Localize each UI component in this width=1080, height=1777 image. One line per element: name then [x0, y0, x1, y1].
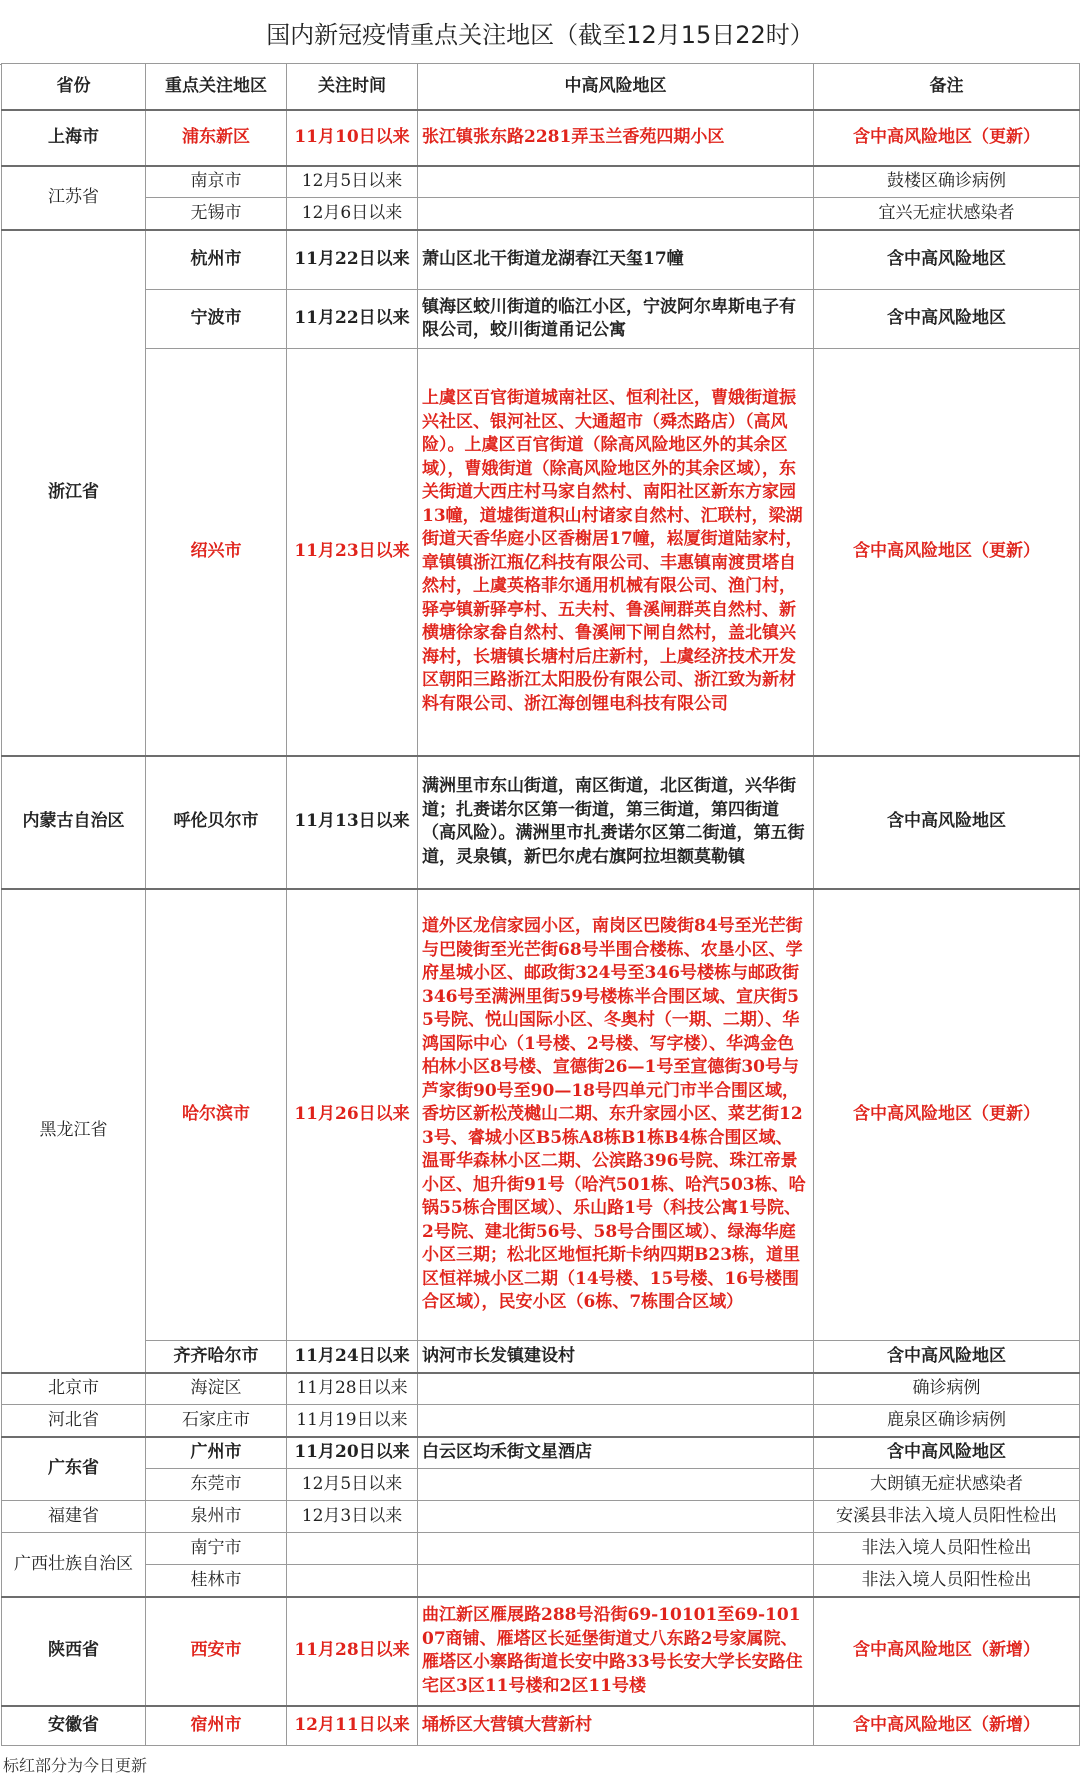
area-cell: 镇海区蛟川街道的临江小区，宁波阿尔卑斯电子有限公司，蛟川街道甬记公寓 [418, 290, 814, 349]
note-cell: 鹿泉区确诊病例 [814, 1405, 1080, 1437]
note-cell: 含中高风险地区（更新） [814, 889, 1080, 1341]
province-cell: 广西壮族自治区 [2, 1533, 146, 1597]
time-cell: 11月19日以来 [287, 1405, 418, 1437]
time-cell: 12月5日以来 [287, 1469, 418, 1501]
province-cell: 江苏省 [2, 166, 146, 230]
time-cell: 11月22日以来 [287, 290, 418, 349]
note-cell: 含中高风险地区 [814, 1437, 1080, 1469]
table-row [2, 1405, 1080, 1437]
area-cell [418, 1501, 814, 1533]
table-row [2, 1437, 1080, 1469]
area-cell: 曲江新区雁展路288号沿街69-10101至69-10107商铺、雁塔区长延堡街道丈八东路2号家属院、雁塔区小寨路街道长安中路33号长安大学长安路住宅区3区11号楼和2区11号楼 [418, 1597, 814, 1706]
header-time: 关注时间 [287, 64, 418, 110]
province-cell: 广东省 [2, 1437, 146, 1501]
header-row [2, 64, 1080, 110]
note-cell: 鼓楼区确诊病例 [814, 166, 1080, 198]
time-cell: 11月28日以来 [287, 1373, 418, 1405]
time-cell: 11月24日以来 [287, 1341, 418, 1373]
city-cell: 呼伦贝尔市 [146, 756, 287, 889]
area-cell: 埇桥区大营镇大营新村 [418, 1706, 814, 1746]
note-cell: 含中高风险地区（新增） [814, 1597, 1080, 1706]
province-cell: 安徽省 [2, 1706, 146, 1746]
area-cell: 张江镇张东路2281弄玉兰香苑四期小区 [418, 110, 814, 166]
province-cell: 陕西省 [2, 1597, 146, 1706]
city-cell: 宁波市 [146, 290, 287, 349]
time-cell [287, 1565, 418, 1597]
time-cell: 12月3日以来 [287, 1501, 418, 1533]
table-row [2, 1341, 1080, 1373]
time-cell: 11月28日以来 [287, 1597, 418, 1706]
area-cell: 萧山区北干街道龙湖春江天玺17幢 [418, 230, 814, 290]
area-cell [418, 1405, 814, 1437]
city-cell: 杭州市 [146, 230, 287, 290]
area-cell: 白云区均禾街文星酒店 [418, 1437, 814, 1469]
time-cell: 12月5日以来 [287, 166, 418, 198]
table-row [2, 1565, 1080, 1597]
table-title: 国内新冠疫情重点关注地区（截至12月15日22时） [0, 0, 1080, 65]
city-cell: 绍兴市 [146, 349, 287, 756]
area-cell [418, 166, 814, 198]
note-cell: 含中高风险地区 [814, 1341, 1080, 1373]
table-row [2, 889, 1080, 1341]
time-cell: 11月23日以来 [287, 349, 418, 756]
table-row [2, 349, 1080, 756]
note-cell: 确诊病例 [814, 1373, 1080, 1405]
province-cell: 福建省 [2, 1501, 146, 1533]
time-cell: 11月22日以来 [287, 230, 418, 290]
footnote: 标红部分为今日更新 [3, 1756, 148, 1775]
city-cell: 桂林市 [146, 1565, 287, 1597]
table-row [2, 1469, 1080, 1501]
province-cell: 河北省 [2, 1405, 146, 1437]
time-cell: 11月26日以来 [287, 889, 418, 1341]
note-cell: 含中高风险地区 [814, 290, 1080, 349]
time-cell: 11月10日以来 [287, 110, 418, 166]
table-row [2, 1373, 1080, 1405]
area-cell [418, 198, 814, 230]
time-cell [287, 1533, 418, 1565]
area-cell: 上虞区百官街道城南社区、恒利社区，曹娥街道振兴社区、银河社区、大通超市（舜杰路店）（高风险）。上虞区百官街道（除高风险地区外的其余区域），曹娥街道（除高风险地区外的其余区域），东关街道大西庄村马家自然村、南阳社区新东方家园13幢，道墟街道积山村诸家自然村、汇联村，梁湖街道天香华庭小区香榭居17幢，崧厦街道陆家村，章镇镇浙江瓶亿科技有限公司、丰惠镇南渡贯塔自然村，上虞英格菲尔通用机械有限公司、渔门村，驿亭镇新驿亭村、五夫村、鲁溪闸群英自然村、新横塘徐家畚自然村、鲁溪闸下闸自然村，盖北镇兴海村，长塘镇长塘村后庄新村，上虞经济技术开发区朝阳三路浙江太阳股份有限公司、浙江致为新材料有限公司、浙江海创锂电科技有限公司 [418, 349, 814, 756]
note-cell: 含中高风险地区（更新） [814, 349, 1080, 756]
city-cell: 东莞市 [146, 1469, 287, 1501]
city-cell: 浦东新区 [146, 110, 287, 166]
note-cell: 非法入境人员阳性检出 [814, 1533, 1080, 1565]
area-cell: 讷河市长发镇建设村 [418, 1341, 814, 1373]
city-cell: 南宁市 [146, 1533, 287, 1565]
table-row [2, 1533, 1080, 1565]
city-cell: 西安市 [146, 1597, 287, 1706]
time-cell: 12月6日以来 [287, 198, 418, 230]
time-cell: 11月13日以来 [287, 756, 418, 889]
city-cell: 南京市 [146, 166, 287, 198]
table-row [2, 110, 1080, 166]
time-cell: 11月20日以来 [287, 1437, 418, 1469]
table-row [2, 1706, 1080, 1746]
table-row [2, 198, 1080, 230]
city-cell: 齐齐哈尔市 [146, 1341, 287, 1373]
table-row [2, 1597, 1080, 1706]
province-cell: 黑龙江省 [2, 889, 146, 1373]
note-cell: 非法入境人员阳性检出 [814, 1565, 1080, 1597]
table-row [2, 1501, 1080, 1533]
area-cell [418, 1469, 814, 1501]
table-row [2, 290, 1080, 349]
header-area: 中高风险地区 [418, 64, 814, 110]
city-cell: 泉州市 [146, 1501, 287, 1533]
city-cell: 哈尔滨市 [146, 889, 287, 1341]
note-cell: 含中高风险地区 [814, 230, 1080, 290]
risk-area-table [1, 63, 1080, 1746]
note-cell: 含中高风险地区（更新） [814, 110, 1080, 166]
city-cell: 海淀区 [146, 1373, 287, 1405]
city-cell: 石家庄市 [146, 1405, 287, 1437]
time-cell: 12月11日以来 [287, 1706, 418, 1746]
header-city: 重点关注地区 [146, 64, 287, 110]
province-cell: 上海市 [2, 110, 146, 166]
city-cell: 无锡市 [146, 198, 287, 230]
table-row [2, 756, 1080, 889]
note-cell: 宜兴无症状感染者 [814, 198, 1080, 230]
province-cell: 内蒙古自治区 [2, 756, 146, 889]
note-cell: 大朗镇无症状感染者 [814, 1469, 1080, 1501]
province-cell: 北京市 [2, 1373, 146, 1405]
area-cell: 满洲里市东山街道，南区街道，北区街道，兴华街道；扎赉诺尔区第一街道，第三街道，第四街道（高风险）。满洲里市扎赉诺尔区第二街道，第五街道，灵泉镇，新巴尔虎右旗阿拉坦额莫勒镇 [418, 756, 814, 889]
table-row [2, 166, 1080, 198]
area-cell [418, 1533, 814, 1565]
province-cell: 浙江省 [2, 230, 146, 756]
city-cell: 宿州市 [146, 1706, 287, 1746]
area-cell [418, 1373, 814, 1405]
area-cell [418, 1565, 814, 1597]
header-note: 备注 [814, 64, 1080, 110]
note-cell: 含中高风险地区（新增） [814, 1706, 1080, 1746]
note-cell: 安溪县非法入境人员阳性检出 [814, 1501, 1080, 1533]
table-row [2, 230, 1080, 290]
area-cell: 道外区龙信家园小区，南岗区巴陵街84号至光芒街与巴陵街至光芒街68号半围合楼栋、农垦小区、学府星城小区、邮政街324号至346号楼栋与邮政街346号至满洲里街59号楼栋半合围区域、宣庆街55号院、悦山国际小区、冬奥村（一期、二期）、华鸿国际中心（1号楼、2号楼、写字楼）、华鸿金色柏林小区8号楼、宣德街26—1号至宣德街30号与芦家街90号至90—18号四单元门市半合围区域，香坊区新松茂樾山二期、东升家园小区、菜艺街123号、睿城小区B5栋A8栋B1栋B4栋合围区域、温哥华森林小区二期、公滨路396号院、珠江帝景小区、旭升街91号（哈汽501栋、哈汽503栋、哈锅55栋合围区域）、乐山路1号（科技公寓1号院、2号院、建北街56号、58号合围区域）、绿海华庭小区三期；松北区地恒托斯卡纳四期B23栋，道里区恒祥城小区二期（14号楼、15号楼、16号楼围合区域），民安小区（6栋、7栋围合区域） [418, 889, 814, 1341]
city-cell: 广州市 [146, 1437, 287, 1469]
note-cell: 含中高风险地区 [814, 756, 1080, 889]
header-province: 省份 [2, 64, 146, 110]
